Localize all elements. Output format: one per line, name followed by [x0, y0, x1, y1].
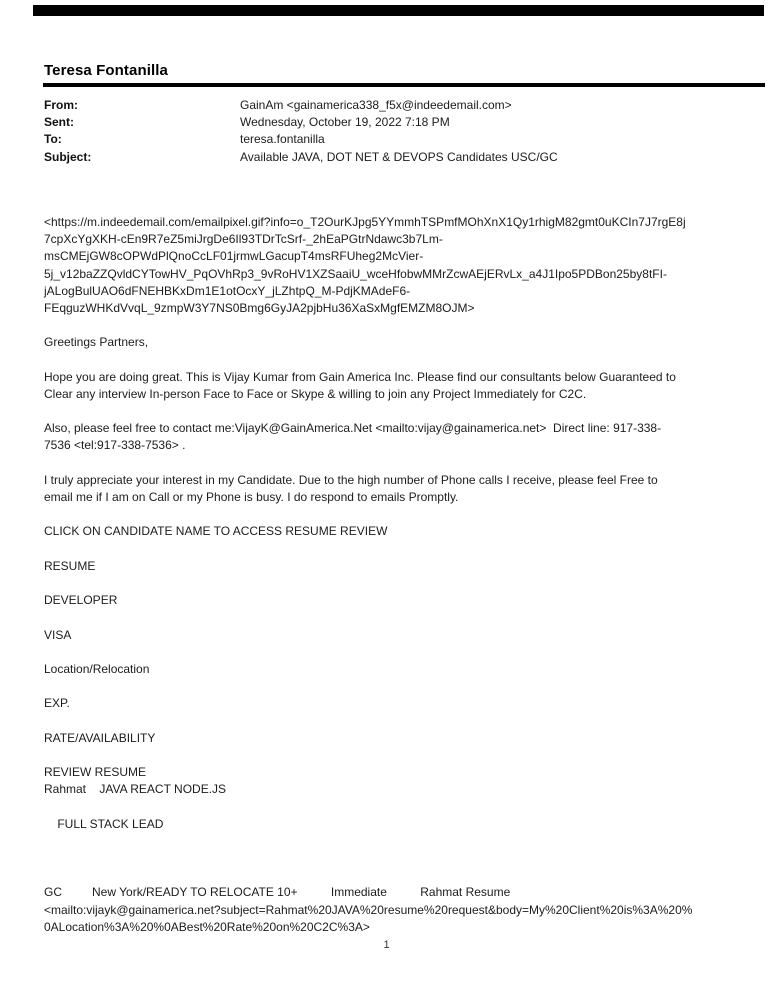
body-line [44, 798, 773, 815]
body-line: Also, please feel free to contact me:VijayK@GainAmerica.Net <mailto:vijay@gainamerica.net> Direct line: 917-338- [44, 421, 662, 436]
body-line: email me if I am on Call or my Phone is busy. I do respond to emails Promptly. [44, 490, 459, 504]
body-line: 0ALocation%3A%20%0ABest%20Rate%20on%20C2C%3A> [44, 919, 370, 934]
body-line: <https://m.indeedemail.com/emailpixel.gif?info=o_T2OurKJpg5YYmmhTSPmfMOhXnX1Qy1rhigM82gmt0uKCIn7J7rgE8j [44, 215, 686, 229]
body-line [44, 506, 773, 523]
body-line [44, 317, 773, 334]
body-line [44, 403, 773, 420]
body-line: 5j_v12baZZQvldCYTowHV_PqOVhRp3_9vRoHV1XZSaaiU_wceHfobwMMrZcwAEjERvLx_a4J1Ipo5PDBon25by8tFI- [44, 266, 667, 281]
body-line: Hope you are doing great. This is Vijay Kumar from Gain America Inc. Please find our consultants below Guaranteed to [44, 369, 676, 384]
header-field-label: Sent: [44, 115, 74, 130]
body-line [44, 541, 773, 558]
body-line [44, 850, 773, 867]
body-line: RESUME [44, 558, 96, 573]
body-line: jALogBulUAO6dFNEHBKxDm1E1otOcxY_jLZhtpQ_M-PdjKMAdeF6- [44, 283, 411, 298]
body-line: Rahmat JAVA REACT NODE.JS [44, 782, 227, 797]
body-line [44, 455, 773, 472]
body-line [44, 678, 773, 695]
body-line [44, 352, 773, 369]
body-line: 7536 <tel:917-338-7536> . [44, 438, 186, 453]
body-line [44, 867, 773, 884]
page-number: 1 [383, 939, 390, 951]
body-line [44, 644, 773, 661]
header-field-value: Available JAVA, DOT NET & DEVOPS Candidates USC/GC [240, 149, 558, 164]
body-line [44, 575, 773, 592]
top-black-bar [33, 5, 764, 16]
header-field-value: Wednesday, October 19, 2022 7:18 PM [240, 115, 450, 130]
header-field-value: teresa.fontanilla [240, 132, 325, 147]
header-divider-rule [43, 83, 765, 87]
body-line: I truly appreciate your interest in my Candidate. Due to the high number of Phone calls I receive, please feel Free to [44, 472, 658, 487]
header-field-label: From: [44, 98, 78, 112]
body-line [44, 712, 773, 729]
body-line: msCMEjGW8cOPWdPlQnoCcLF01jrmwLGacupT4msRFUheg2McVier- [44, 249, 424, 264]
header-field-value: GainAm <gainamerica338_f5x@indeedemail.com> [240, 98, 512, 112]
body-line: GC New York/READY TO RELOCATE 10+ Immediate Rahmat Resume [44, 885, 511, 900]
body-line: Clear any interview In-person Face to Face or Skype & willing to join any Project Immediately for C2C. [44, 386, 587, 401]
body-line: DEVELOPER [44, 593, 118, 608]
body-line: FEqguzWHKdVvqL_9zmpW3Y7NS0Bmg6GyJA2pjbHu36XaSxMgfEMZM8OJM> [44, 300, 475, 315]
header-field-label: To: [44, 132, 62, 147]
header-field-row [44, 131, 744, 148]
body-line: 7cpXcYgXKH-cEn9R7eZ5miJrgDe6Il93TDrTcSrf-_2hEaPGtrNdawc3b7Lm- [44, 232, 443, 247]
header-field-row [44, 149, 744, 166]
body-line: FULL STACK LEAD [44, 816, 164, 831]
header-field-row [44, 114, 744, 131]
body-line: Location/Relocation [44, 661, 150, 676]
body-line [44, 609, 773, 626]
body-line: <mailto:vijayk@gainamerica.net?subject=Rahmat%20JAVA%20resume%20request&body=My%20Client%20is%3A%20% [44, 902, 693, 917]
body-line: EXP. [44, 696, 70, 711]
body-line: CLICK ON CANDIDATE NAME TO ACCESS RESUME REVIEW [44, 524, 388, 539]
email-header-fields [44, 97, 744, 166]
body-line: Greetings Partners, [44, 335, 149, 350]
body-line [44, 833, 773, 850]
body-line: RATE/AVAILABILITY [44, 730, 156, 745]
body-line [44, 747, 773, 764]
header-field-row [44, 97, 744, 114]
body-line: VISA [44, 627, 72, 642]
email-body [44, 214, 773, 936]
header-field-label: Subject: [44, 149, 92, 164]
body-line: REVIEW RESUME [44, 765, 147, 779]
recipient-name-heading: Teresa Fontanilla [44, 62, 168, 79]
